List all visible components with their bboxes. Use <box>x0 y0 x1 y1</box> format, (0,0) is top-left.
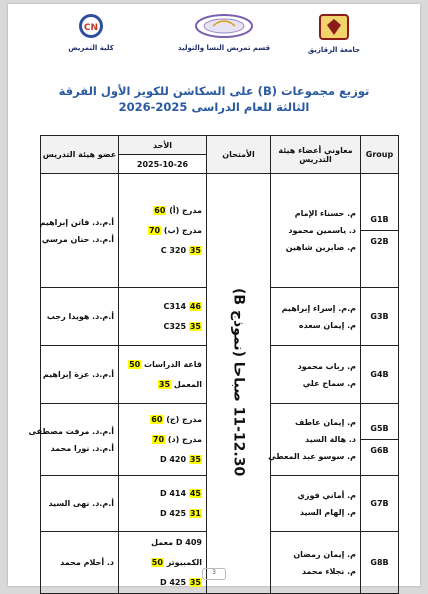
room-entry <box>119 533 206 553</box>
room-entry <box>119 317 206 337</box>
schedule-table <box>28 135 399 594</box>
university-emblem-icon <box>317 12 351 42</box>
room-name: قاعة الدراسات <box>144 359 202 369</box>
document-title-line2: الثالثة للعام الدراسى 2025-2026 <box>118 100 310 114</box>
room-name: مدرج (ب) <box>163 225 202 235</box>
assistants-cell <box>271 532 361 594</box>
header-staff: عضو هيئة التدريس <box>41 136 119 174</box>
staff-cell <box>41 346 119 404</box>
assistant-name: م. إيمان سعده <box>298 320 356 330</box>
room-count: 60 <box>154 205 166 215</box>
room-entry <box>119 375 206 395</box>
room-entry <box>119 504 206 524</box>
department-caption: قسم تمريض النسا والتوليد <box>177 44 271 52</box>
room-entry <box>119 201 206 221</box>
nursing-faculty-logo <box>66 12 116 52</box>
staff-name: د. أحلام محمد <box>60 558 114 567</box>
room-count: 70 <box>148 225 161 235</box>
rooms-cell <box>119 346 207 404</box>
nursing-logo-mark: CN <box>83 23 99 33</box>
staff-name: أ.م.د. نهى السيد <box>48 499 114 508</box>
group-label: G8B <box>370 558 389 567</box>
assistants-cell <box>271 288 361 346</box>
staff-name: أ.م.د. عزة إبراهيم <box>42 370 114 379</box>
group-cell <box>361 288 399 346</box>
exam-time-text: 11-12.30 صباحا (نموذج B) <box>230 288 247 477</box>
group-cell <box>361 174 399 288</box>
rooms-cell <box>119 476 207 532</box>
group-label: G6B <box>361 439 398 461</box>
room-count: 50 <box>129 359 141 369</box>
room-count: 35 <box>158 379 171 389</box>
university-caption: جامعة الزقازيق <box>307 46 361 54</box>
staff-cell <box>41 476 119 532</box>
room-name: D 420 <box>159 454 187 464</box>
room-count: 46 <box>189 301 201 311</box>
room-entry <box>119 430 206 450</box>
staff-cell <box>41 532 119 594</box>
university-logo <box>304 12 364 54</box>
assistant-name: م. إيمان عاطف <box>295 418 356 427</box>
assistant-name: م. حسناء الإمام <box>294 209 356 218</box>
group-label: G3B <box>370 312 389 321</box>
room-entry <box>119 355 206 375</box>
assistant-name: م. سماح علي <box>302 378 356 388</box>
nursing-faculty-emblem-icon <box>71 12 111 40</box>
room-name: D 409 معمل <box>151 537 202 547</box>
rooms-cell <box>119 288 207 346</box>
department-emblem-icon <box>191 12 257 40</box>
room-name: المعمل <box>173 379 202 389</box>
rooms-cell <box>119 404 207 476</box>
staff-name: أ.م.د. حنان مرسي <box>41 234 114 244</box>
nursing-faculty-caption: كلية التمريض <box>68 44 114 52</box>
staff-name: أ.م.د. هويدا رجب <box>46 312 114 321</box>
room-count: 35 <box>189 245 201 255</box>
assistant-name: م. أماني فوزي <box>297 490 356 500</box>
assistants-cell <box>271 476 361 532</box>
room-entry <box>119 241 206 261</box>
assistant-name: م. إلهام السيد <box>299 507 356 517</box>
assistant-name: م. نجلاء محمد <box>301 566 356 576</box>
header-group: Group <box>361 136 399 174</box>
rooms-cell <box>119 174 207 288</box>
header-assistants: معاوني أعضاء هيئة التدريس <box>271 136 361 174</box>
room-entry <box>119 553 206 573</box>
room-count: 31 <box>189 508 201 518</box>
staff-name: أ.م.د. فاتن إبراهيم <box>39 217 114 227</box>
assistant-name: م. رباب محمود <box>297 361 356 371</box>
assistant-name: م. سوسو عبد المعطي <box>268 452 356 461</box>
assistants-cell <box>271 346 361 404</box>
staff-cell <box>41 174 119 288</box>
assistant-name: د. ياسمين محمود <box>288 226 356 235</box>
room-entry <box>119 450 206 470</box>
room-name: مدرج (أ) <box>169 205 202 215</box>
room-count: 45 <box>189 488 201 498</box>
page-number: 3 <box>202 568 226 580</box>
document-title-line1: توزيع مجموعات (B) على السكاشن للكويز الأول الفرقة <box>58 84 370 98</box>
group-cell <box>361 476 399 532</box>
exam-time-cell <box>207 174 271 594</box>
group-cell <box>361 532 399 594</box>
table-row <box>41 174 399 288</box>
staff-cell <box>28 404 119 476</box>
group-label: G5B <box>370 424 389 433</box>
group-label: G2B <box>361 230 398 252</box>
room-name: D 425 <box>159 508 187 518</box>
room-entry <box>119 221 206 241</box>
staff-name: أ.م.د. مرفت مصطفى <box>28 426 114 436</box>
table-header-row <box>41 136 399 155</box>
room-name: D 425 <box>159 577 187 587</box>
room-count: 35 <box>189 454 201 464</box>
assistant-name: م. صابرين شاهين <box>285 243 356 252</box>
room-name: مدرج (د) <box>167 434 202 444</box>
header-day: الأحد <box>119 136 207 155</box>
header-exam: الأمتحان <box>207 136 271 174</box>
room-count: 70 <box>152 434 165 444</box>
room-entry <box>119 410 206 430</box>
group-label: G7B <box>370 499 389 508</box>
assistants-cell <box>268 404 361 476</box>
room-count: 35 <box>189 321 201 331</box>
room-entry <box>119 297 206 317</box>
room-name: D 414 <box>159 488 187 498</box>
group-cell <box>361 346 399 404</box>
rooms-cell <box>119 532 207 594</box>
group-label: G1B <box>370 215 389 224</box>
room-count: 35 <box>189 577 201 587</box>
room-count: 60 <box>151 414 163 424</box>
header-date: 2025-10-26 <box>119 155 207 174</box>
room-entry <box>119 484 206 504</box>
staff-cell <box>41 288 119 346</box>
staff-name: أ.م.د. نورا محمد <box>50 443 114 453</box>
group-label: G4B <box>370 370 389 379</box>
department-logo <box>176 12 272 52</box>
document-page <box>8 4 420 586</box>
assistant-name: د. هالة السيد <box>305 435 356 444</box>
room-name: C325 <box>163 321 187 331</box>
room-name: C 320 <box>160 245 187 255</box>
group-cell <box>361 404 399 476</box>
assistants-cell <box>271 174 361 288</box>
assistant-name: م.م. إسراء إبراهيم <box>281 303 356 313</box>
room-name: مدرج (ج) <box>166 414 202 424</box>
room-name: C314 <box>163 301 187 311</box>
assistant-name: م. إيمان رمضان <box>293 549 356 559</box>
room-name: الكمبيوتر <box>166 557 202 567</box>
room-count: 50 <box>151 557 163 567</box>
